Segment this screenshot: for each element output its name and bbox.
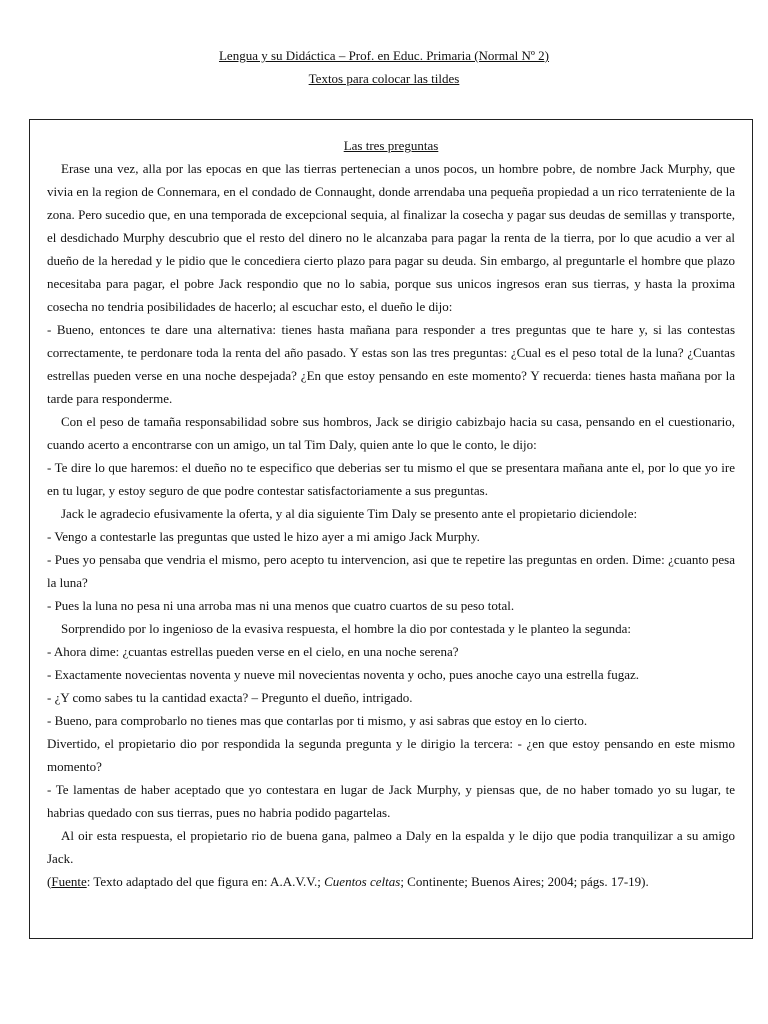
story-paragraph: Con el peso de tamaña responsabilidad sobre sus hombros, Jack se dirigio cabizbajo hacia su casa, pensando en el cuestionario, cuando acerto a encontrarse con un amigo, un tal Tim Daly, quien ante lo que le conto, le dijo:	[47, 414, 735, 452]
story-paragraph: Sorprendido por lo ingenioso de la evasiva respuesta, el hombre la dio por contestada y le planteo la segunda:	[61, 621, 632, 636]
story-paragraph: Al oir esta respuesta, el propietario rio de buena gana, palmeo a Daly en la espalda y le dijo que podia tranquilizar a su amigo Jack.	[47, 828, 735, 866]
source-text-after: ; Continente; Buenos Aires; 2004; págs. 17-19).	[400, 874, 649, 889]
story-paragraph: Divertido, el propietario dio por respondida la segunda pregunta y le dirigio la tercera: - ¿en que estoy pensando en este mismo momento?	[47, 736, 735, 774]
page-header	[0, 44, 768, 90]
source-citation	[47, 870, 735, 893]
source-book-title: Cuentos celtas	[324, 874, 401, 889]
story-paragraph: Jack le agradecio efusivamente la oferta, y al dia siguiente Tim Daly se presento ante el propietario diciendole:	[61, 506, 638, 521]
dialogue-line: - Bueno, entonces te dare una alternativa: tienes hasta mañana para responder a tres preguntas que te hare y, si las contestas correctamente, te perdonare toda la renta del año pasado. Y estas son las tres preguntas: ¿Cual es el peso total de la luna? ¿Cuantas estrellas pueden verse en una noche despejada? ¿En que estoy pensando en este momento? Y recuerda: tienes hasta mañana por la tarde para responderme.	[47, 322, 735, 406]
story-box	[29, 119, 753, 939]
source-text-before: : Texto adaptado del que figura en: A.A.V.V.;	[86, 874, 325, 889]
dialogue-line: - Ahora dime: ¿cuantas estrellas pueden verse en el cielo, en una noche serena?	[47, 644, 459, 659]
source-open-paren: (	[47, 874, 52, 889]
dialogue-line: - Exactamente novecientas noventa y nueve mil novecientas noventa y ocho, pues anoche cayo una estrella fugaz.	[47, 667, 639, 682]
story-paragraph: Erase una vez, alla por las epocas en que las tierras pertenecian a unos pocos, un hombre pobre, de nombre Jack Murphy, que vivia en la region de Connemara, en el condado de Connaught, donde arrendaba una pequeña propiedad a un rico terrateniente de la zona. Pero sucedio que, en una temporada de excepcional sequia, al finalizar la cosecha y pagar sus deudas de semillas y transporte, el desdichado Murphy descubrio que el resto del dinero no le alcanzaba para pagar la renta de la tierra, por lo que acudio a ver al dueño de la heredad y le pidio que le concediera cierto plazo para pagar su deuda. Sin embargo, al preguntarle el hombre que plazo necesitaba para pagar, el pobre Jack respondio que no lo sabia, porque sus unicos ingresos eran sus tierras, y hasta la proxima cosecha no tendria posibilidades de hacerlo; al escuchar esto, el dueño le dijo:	[47, 161, 735, 314]
story-title: Las tres preguntas	[343, 138, 439, 153]
dialogue-line: - Bueno, para comprobarlo no tienes mas que contarlas por ti mismo, y asi sabras que estoy en lo cierto.	[47, 713, 588, 728]
dialogue-line: - Pues yo pensaba que vendria el mismo, pero acepto tu intervencion, asi que te repetire las preguntas en orden. Dime: ¿cuanto pesa la luna?	[47, 552, 735, 590]
course-line: Lengua y su Didáctica – Prof. en Educ. Primaria (Normal Nº 2)	[218, 48, 549, 63]
dialogue-line: - Te lamentas de haber aceptado que yo contestara en lugar de Jack Murphy, y piensas que, de no haber tomado yo su lugar, te habrias quedado con sus tierras, pues no habria podido pagartelas.	[47, 782, 735, 820]
dialogue-line: - ¿Y como sabes tu la cantidad exacta? – Pregunto el dueño, intrigado.	[47, 690, 413, 705]
dialogue-line: - Vengo a contestarle las preguntas que usted le hizo ayer a mi amigo Jack Murphy.	[47, 529, 480, 544]
dialogue-line: - Pues la luna no pesa ni una arroba mas ni una menos que cuatro cuartos de su peso total.	[47, 598, 515, 613]
page-subtitle: Textos para colocar las tildes	[308, 71, 460, 86]
dialogue-line: - Te dire lo que haremos: el dueño no te especifico que deberias ser tu mismo el que se presentara mañana ante el, por lo que yo ire en tu lugar, y estoy seguro de que podre contestar satisfactoriamente a sus preguntas.	[47, 460, 735, 498]
source-label: Fuente	[51, 874, 87, 889]
